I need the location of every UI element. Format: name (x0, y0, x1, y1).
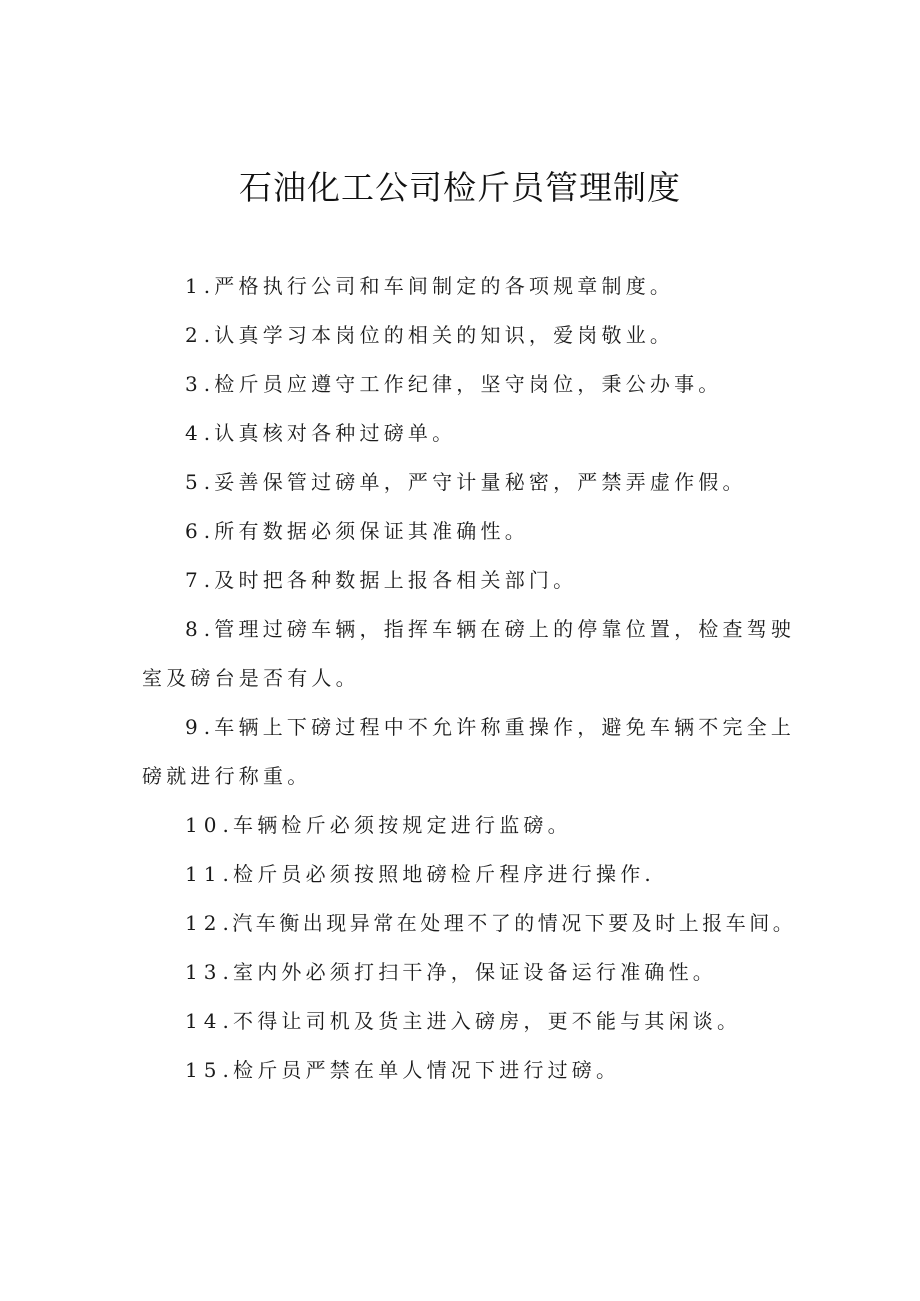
rule-number: 11 (185, 862, 223, 886)
rule-text: .检斤员应遵守工作纪律，坚守岗位，秉公办事。 (203, 372, 723, 396)
rule-item-8 (142, 605, 812, 703)
rule-number: 4 (185, 421, 204, 445)
rule-text: .检斤员严禁在单人情况下进行过磅。 (222, 1058, 621, 1082)
rule-number: 12 (185, 911, 223, 935)
rule-item-5 (142, 458, 812, 507)
rule-text: .检斤员必须按照地磅检斤程序进行操作. (222, 862, 655, 886)
rule-text: .汽车衡出现异常在处理不了的情况下要及时上报车间。 (222, 911, 797, 935)
rule-text: .严格执行公司和车间制定的各项规章制度。 (203, 274, 675, 298)
rule-text: .妥善保管过磅单，严守计量秘密，严禁弄虚作假。 (203, 470, 747, 494)
rule-item-6 (142, 507, 812, 556)
rule-text: .所有数据必须保证其准确性。 (203, 519, 529, 543)
rule-item-10 (142, 801, 812, 850)
rule-item-13 (142, 948, 812, 997)
rule-text: .不得让司机及货主进入磅房，更不能与其闲谈。 (222, 1009, 742, 1033)
rule-text: .认真核对各种过磅单。 (203, 421, 457, 445)
rule-item-15 (142, 1046, 812, 1095)
rule-text: .及时把各种数据上报各相关部门。 (203, 568, 578, 592)
rule-number: 14 (185, 1009, 223, 1033)
rules-list (142, 262, 812, 1095)
rule-text: .车辆检斤必须按规定进行监磅。 (222, 813, 572, 837)
rule-item-2 (142, 311, 812, 360)
rule-number: 8 (185, 617, 204, 641)
rule-number: 9 (185, 715, 204, 739)
rule-number: 1 (185, 274, 204, 298)
rule-number: 15 (185, 1058, 223, 1082)
rule-item-11 (142, 850, 812, 899)
rule-number: 2 (185, 323, 204, 347)
rule-item-3 (142, 360, 812, 409)
rule-item-1 (142, 262, 812, 311)
rule-number: 13 (185, 960, 223, 984)
rule-item-12 (142, 899, 812, 948)
rule-text: .室内外必须打扫干净，保证设备运行准确性。 (222, 960, 718, 984)
rule-number: 6 (185, 519, 204, 543)
rule-number: 10 (185, 813, 223, 837)
rule-text: .车辆上下磅过程中不允许称重操作，避免车辆不完全上磅就进行称重。 (142, 715, 796, 788)
rule-item-7 (142, 556, 812, 605)
rule-text: .认真学习本岗位的相关的知识，爱岗敬业。 (203, 323, 675, 347)
rule-item-14 (142, 997, 812, 1046)
rule-number: 7 (185, 568, 204, 592)
rule-item-4 (142, 409, 812, 458)
document-title: 石油化工公司检斤员管理制度 (239, 168, 681, 207)
rule-number: 3 (185, 372, 204, 396)
rule-item-9 (142, 703, 812, 801)
rule-number: 5 (185, 470, 204, 494)
rule-text: .管理过磅车辆，指挥车辆在磅上的停靠位置，检查驾驶室及磅台是否有人。 (142, 617, 796, 690)
